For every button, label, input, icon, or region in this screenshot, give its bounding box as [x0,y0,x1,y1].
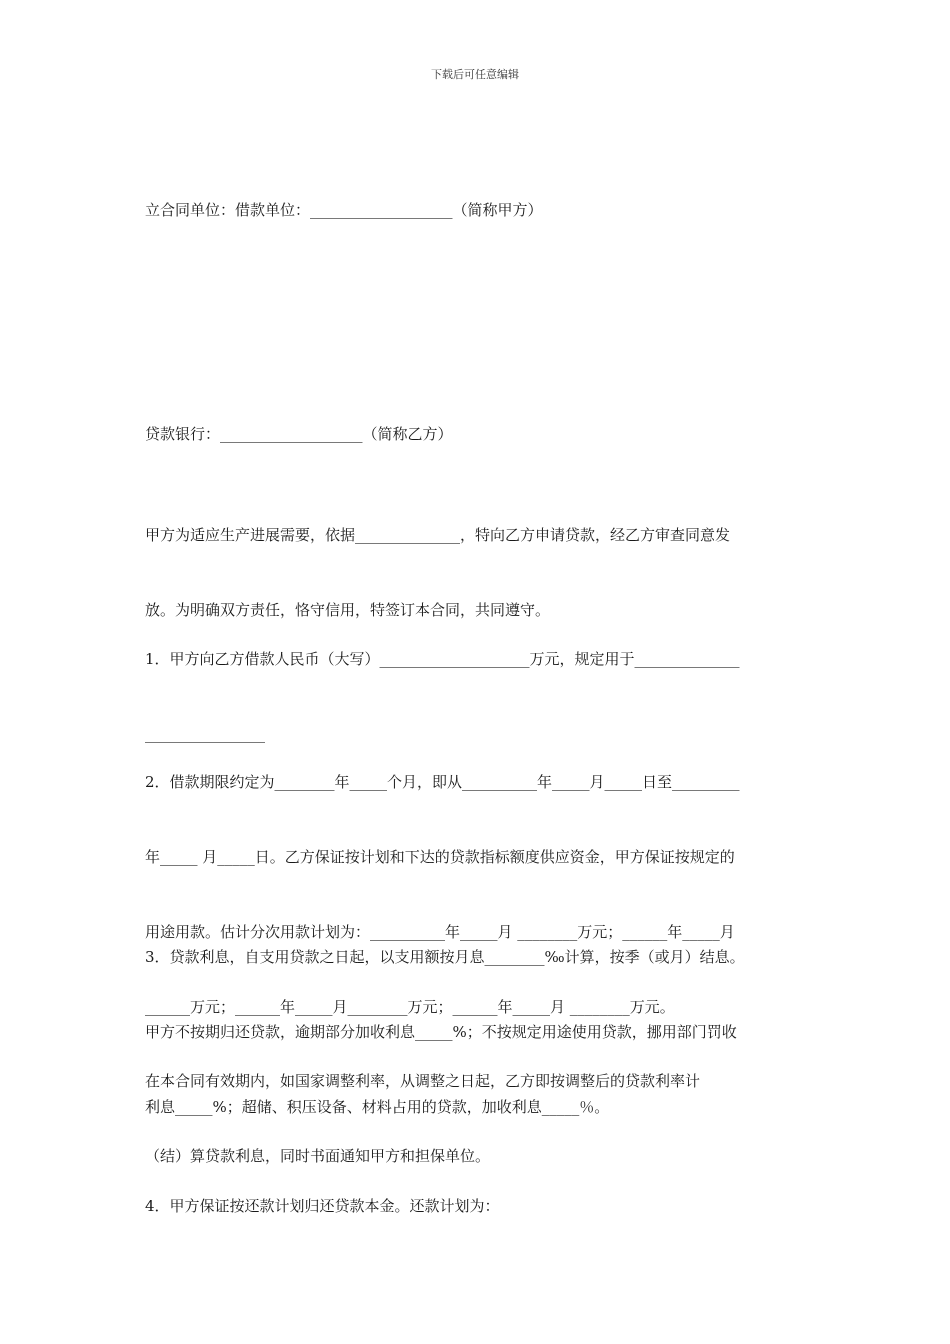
page-header-note: 下载后可任意编辑 [431,68,519,81]
rate-adjust-line-2: （结）算贷款利息，同时书面通知甲方和担保单位。 [145,1147,491,1165]
clause-1-line-1: 1．甲方向乙方借款人民币（大写）____________________万元，规定用于______________ [145,650,740,668]
intro-line-1: 甲方为适应生产进展需要，依据______________，特向乙方申请贷款，经乙方审查同意发 [145,526,731,544]
rate-adjust-line-1: 在本合同有效期内，如国家调整利率，从调整之日起，乙方即按调整后的贷款利率计 [145,1072,701,1090]
clause-2-line-2: 年_____ 月_____日。乙方保证按计划和下达的贷款指标额度供应资金，甲方保证按规定的 [145,848,735,866]
intro-line-2: 放。为明确双方责任，恪守信用，特签订本合同，共同遵守。 [145,601,551,619]
clause-4-text: 4．甲方保证按还款计划归还贷款本金。还款计划为： [145,1197,500,1215]
clause-3-line-3: 利息_____%；超储、积压设备、材料占用的贷款，加收利息_____％。 [145,1098,610,1116]
clause-1-line-2: ________________ [145,725,265,743]
clause-2-line-4: ______万元；______年_____月________万元；______年_____月 ________万元。 [145,998,675,1016]
party-a-text: 立合同单位：借款单位：___________________（简称甲方） [145,201,543,219]
party-a-line [145,148,810,248]
clause-2-line-3: 用途用款。估计分次用款计划为：__________年_____月 ________万元；______年_____月 [145,923,735,941]
clause-4 [145,1144,810,1244]
party-b-line [145,372,810,472]
clause-3-line-1: 3．贷款利息，自支用贷款之日起，以支用额按月息________‰计算，按季（或月）结息。 [145,948,745,966]
clause-3-line-2: 甲方不按期归还贷款，逾期部分加收利息_____%；不按规定用途使用贷款，挪用部门罚收 [145,1023,737,1041]
party-b-text: 贷款银行：___________________（简称乙方） [145,425,453,443]
clause-2-line-1: 2．借款期限约定为________年_____个月，即从__________年_____月_____日至_________ [145,773,740,791]
